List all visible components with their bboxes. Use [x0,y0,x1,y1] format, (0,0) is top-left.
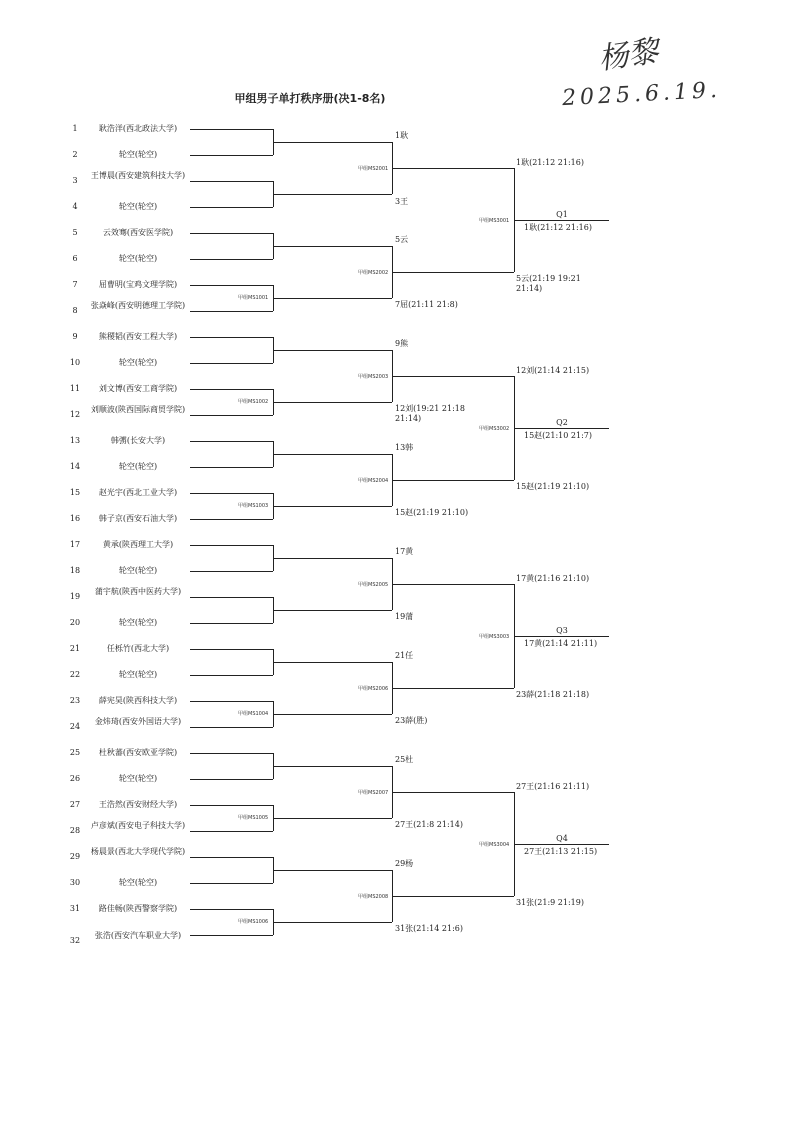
match-code: 甲组MS2003 [358,374,389,380]
seed-number: 13 [69,436,81,445]
seed-number: 9 [72,332,78,341]
match-code: 甲组MS2007 [358,790,389,796]
player-name: 耿浩洋(西北政法大学) [98,124,178,133]
player-name: 刘文博(西安工商学院) [98,384,178,393]
qualifier-label: Q3 [556,626,568,635]
entry-line [190,285,273,286]
seed-number: 14 [69,462,81,471]
bracket-connector [514,636,609,637]
entry-line [190,311,273,312]
seed-number: 8 [72,306,78,315]
seed-number: 30 [69,878,81,887]
seed-number: 21 [69,644,81,653]
advance-label: 7屈(21:11 21:8) [395,300,458,309]
advance-label: 1耿(21:12 21:16) [516,158,584,167]
bracket-connector [273,246,392,247]
player-name: 卢彦斌(西安电子科技大学) [90,821,186,830]
advance-label: 17黄 [395,547,414,556]
bracket-connector [514,844,609,845]
bracket-connector [392,792,514,793]
seed-number: 12 [69,410,81,419]
bracket-connector [273,714,392,715]
entry-line [190,753,273,754]
player-name: 轮空(轮空) [118,150,158,159]
player-name: 王博晨(西安建筑科技大学) [90,171,186,180]
bracket-connector [273,818,392,819]
entry-line [190,779,273,780]
player-name: 屈曹明(宝鸡文理学院) [98,280,178,289]
bracket-connector [273,922,392,923]
player-name: 轮空(轮空) [118,878,158,887]
advance-label: 5云 [395,235,409,244]
advance-label: 23薛(21:18 21:18) [516,690,590,699]
player-name: 轮空(轮空) [118,202,158,211]
advance-label: 15赵(21:19 21:10) [516,482,590,491]
bracket-connector [273,506,392,507]
advance-label: 23薛(胜) [395,716,428,725]
bracket-connector [273,454,392,455]
seed-number: 31 [69,904,81,913]
entry-line [190,571,273,572]
entry-line [190,935,273,936]
advance-label: 19蒲 [395,612,414,621]
bracket-connector [273,402,392,403]
seed-number: 6 [72,254,78,263]
seed-number: 19 [69,592,81,601]
qualifier-result: 27王(21:13 21:15) [524,847,598,856]
player-name: 张焱峰(西安明德理工学院) [90,301,186,310]
entry-line [190,883,273,884]
player-name: 杜秋蕃(西安欧亚学院) [98,748,178,757]
seed-number: 18 [69,566,81,575]
entry-line [190,831,273,832]
entry-line [190,259,273,260]
advance-label: 12刘(21:14 21:15) [516,366,590,375]
seed-number: 28 [69,826,81,835]
advance-label: 12刘(19:21 21:18 21:14) [395,404,465,423]
entry-line [190,129,273,130]
advance-label: 1耿 [395,131,409,140]
player-name: 轮空(轮空) [118,566,158,575]
seed-number: 32 [69,936,81,945]
player-name: 轮空(轮空) [118,462,158,471]
seed-number: 4 [72,202,78,211]
match-code: 甲组MS3003 [479,634,510,640]
advance-label: 15赵(21:19 21:10) [395,508,469,517]
match-code: 甲组MS2004 [358,478,389,484]
entry-line [190,909,273,910]
advance-label: 29杨 [395,859,414,868]
bracket-connector [273,298,392,299]
bracket-connector [273,558,392,559]
entry-line [190,805,273,806]
advance-label: 3王 [395,197,409,206]
seed-number: 17 [69,540,81,549]
advance-label: 21任 [395,651,414,660]
player-name: 轮空(轮空) [118,358,158,367]
match-code: 甲组MS1001 [238,295,269,301]
bracket-connector [273,142,392,143]
entry-line [190,519,273,520]
bracket-connector [273,610,392,611]
qualifier-result: 15赵(21:10 21:7) [524,431,592,440]
qualifier-result: 1耿(21:12 21:16) [524,223,592,232]
match-code: 甲组MS2006 [358,686,389,692]
bracket-connector [273,350,392,351]
player-name: 黄承(陕西理工大学) [102,540,174,549]
bracket-connector [392,480,514,481]
seed-number: 15 [69,488,81,497]
match-code: 甲组MS3004 [479,842,510,848]
page-title: 甲组男子单打秩序册(决1-8名) [234,92,386,105]
player-name: 轮空(轮空) [118,618,158,627]
bracket-connector [273,766,392,767]
bracket-connector [273,194,392,195]
entry-line [190,363,273,364]
seed-number: 10 [69,358,81,367]
match-code: 甲组MS2005 [358,582,389,588]
entry-line [190,181,273,182]
seed-number: 5 [72,228,78,237]
match-code: 甲组MS3001 [479,218,510,224]
player-name: 杨晨景(西北大学现代学院) [90,847,186,856]
seed-number: 16 [69,514,81,523]
entry-line [190,389,273,390]
advance-label: 31张(21:14 21:6) [395,924,463,933]
player-name: 熊稷韬(西安工程大学) [98,332,178,341]
seed-number: 1 [72,124,78,133]
player-name: 赵光宇(西北工业大学) [98,488,178,497]
qualifier-label: Q4 [556,834,568,843]
entry-line [190,337,273,338]
seed-number: 11 [69,384,81,393]
player-name: 轮空(轮空) [118,254,158,263]
entry-line [190,649,273,650]
advance-label: 27王(21:16 21:11) [516,782,590,791]
handwritten-signature: 杨黎 [596,33,661,77]
player-name: 云效骞(西安医学院) [102,228,174,237]
bracket-connector [514,220,609,221]
bracket-connector [392,584,514,585]
player-name: 韩彅(长安大学) [110,436,166,445]
advance-label: 5云(21:19 19:21 21:14) [516,274,581,293]
advance-label: 27王(21:8 21:14) [395,820,463,829]
match-code: 甲组MS2002 [358,270,389,276]
qualifier-result: 17黄(21:14 21:11) [524,639,598,648]
entry-line [190,207,273,208]
entry-line [190,155,273,156]
player-name: 路佳畅(陕西警察学院) [98,904,178,913]
bracket-connector [392,688,514,689]
seed-number: 27 [69,800,81,809]
advance-label: 17黄(21:16 21:10) [516,574,590,583]
bracket-connector [392,168,514,169]
entry-line [190,701,273,702]
bracket-connector [514,428,609,429]
advance-label: 25杜 [395,755,414,764]
seed-number: 22 [69,670,81,679]
match-code: 甲组MS3002 [479,426,510,432]
player-name: 任栎竹(西北大学) [106,644,170,653]
entry-line [190,233,273,234]
match-code: 甲组MS1004 [238,711,269,717]
seed-number: 2 [72,150,78,159]
entry-line [190,467,273,468]
player-name: 金炜琦(西安外国语大学) [94,717,182,726]
match-code: 甲组MS1005 [238,815,269,821]
match-code: 甲组MS1002 [238,399,269,405]
bracket-connector [392,272,514,273]
seed-number: 24 [69,722,81,731]
seed-number: 20 [69,618,81,627]
qualifier-label: Q1 [556,210,568,219]
player-name: 轮空(轮空) [118,774,158,783]
player-name: 韩子京(西安石油大学) [98,514,178,523]
bracket-connector [273,662,392,663]
entry-line [190,623,273,624]
entry-line [190,415,273,416]
seed-number: 26 [69,774,81,783]
bracket-connector [392,896,514,897]
entry-line [190,493,273,494]
seed-number: 29 [69,852,81,861]
entry-line [190,857,273,858]
advance-label: 9熊 [395,339,409,348]
player-name: 薛宪昊(陕西科技大学) [98,696,178,705]
entry-line [190,597,273,598]
match-code: 甲组MS2008 [358,894,389,900]
bracket-connector [273,870,392,871]
advance-label: 13韩 [395,443,414,452]
match-code: 甲组MS1003 [238,503,269,509]
advance-label: 31张(21:9 21:19) [516,898,584,907]
entry-line [190,675,273,676]
entry-line [190,727,273,728]
entry-line [190,545,273,546]
seed-number: 3 [72,176,78,185]
player-name: 张浩(西安汽车职业大学) [94,931,182,940]
player-name: 王浩然(西安财经大学) [98,800,178,809]
bracket-connector [392,376,514,377]
entry-line [190,441,273,442]
match-code: 甲组MS1006 [238,919,269,925]
seed-number: 25 [69,748,81,757]
seed-number: 7 [72,280,78,289]
player-name: 轮空(轮空) [118,670,158,679]
player-name: 蒲宇航(陕西中医药大学) [94,587,182,596]
handwritten-date: 2025.6.19. [561,77,722,112]
match-code: 甲组MS2001 [358,166,389,172]
qualifier-label: Q2 [556,418,568,427]
player-name: 刘顺波(陕西国际商贸学院) [90,405,186,414]
seed-number: 23 [69,696,81,705]
